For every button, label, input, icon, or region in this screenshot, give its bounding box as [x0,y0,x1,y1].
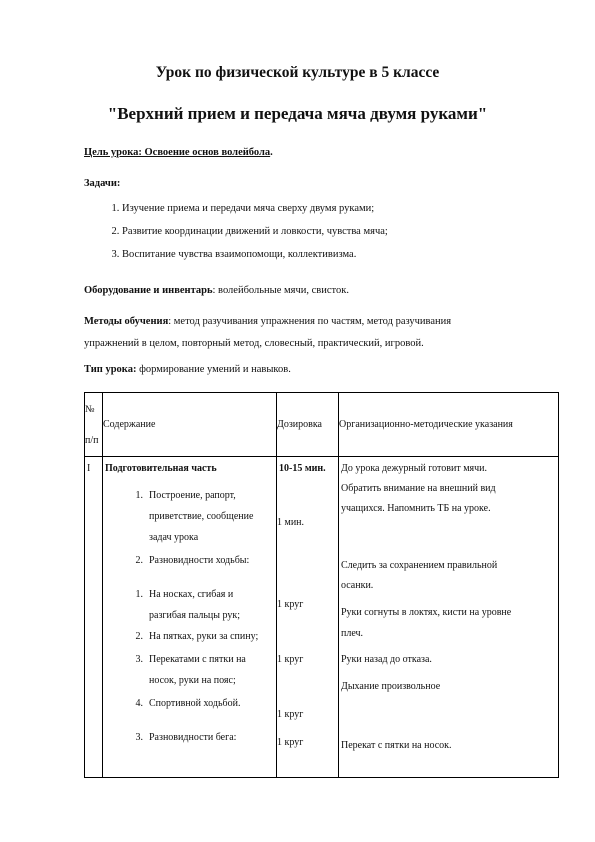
list-item [123,490,236,501]
note-text: Руки согнуты в локтях, кисти на уровне [341,607,512,618]
item-text: носок, руки на пояс; [149,675,236,686]
row-content-cell [103,457,277,778]
item-text: разгибая пальцы рук; [149,610,240,621]
note-text: Следить за сохранением правильной [341,560,498,571]
list-item: 3. Воспитание чувства взаимопомощи, коллективизма. [122,248,388,271]
header-num-a: № [85,403,95,415]
item-number: 1. [135,490,143,501]
note-text: Руки назад до отказа. [341,654,432,665]
lesson-goal-dot: . [270,147,273,158]
lesson-type-value: формирование умений и навыков. [136,364,291,375]
note-text: Перекат с пятки на носок. [341,740,452,751]
dose-value: 1 круг [277,599,304,610]
note-text: осанки. [341,580,374,591]
note-text: Дыхание произвольное [341,681,441,692]
list-item [123,555,249,566]
item-number: 3. [135,732,143,743]
section-title: Подготовительная часть [105,463,217,474]
item-text: Разновидности ходьбы: [149,555,250,566]
equipment-label: Оборудование и инвентарь [84,285,213,296]
row-num: I [87,463,91,474]
row-num-cell [85,457,103,778]
header-dose: Дозировка [277,393,339,457]
item-number: 2. [135,555,143,566]
list-item [123,654,246,665]
equipment-value: : волейбольные мячи, свисток. [212,285,349,296]
header-notes: Организационно-методические указания [339,393,559,457]
note-text: Обратить внимание на внешний вид [341,483,496,494]
note-text: До урока дежурный готовит мячи. [341,463,488,474]
item-text: задач урока [149,532,199,543]
methods-line-2: упражнений в целом, повторный метод, словесный, практический, игровой. [84,338,424,349]
dose-value: 1 круг [277,654,304,665]
methods-label: Методы обучения [84,316,169,327]
lesson-topic: "Верхний прием и передача мяча двумя руками" [107,104,488,123]
item-text: приветствие, сообщение [149,511,254,522]
list-item [123,698,240,709]
item-text: Разновидности бега: [149,732,237,743]
item-text: На пятках, руки за спину; [149,631,259,642]
header-content: Содержание [103,393,277,457]
lesson-plan-table [84,392,559,778]
note-text: плеч. [341,628,364,639]
item-number: 3. [135,654,143,665]
lesson-goal [84,147,273,158]
row-notes-cell [339,457,559,778]
dose-value: 1 круг [277,709,304,720]
item-text: На носках, сгибая и [149,589,234,600]
list-item [123,732,236,743]
lesson-goal-text: Цель урока: Освоение основ волейбола [84,147,271,158]
methods-line-1 [84,316,451,327]
note-text: учащихся. Напомнить ТБ на уроке. [341,503,491,514]
item-text: Построение, рапорт, [149,490,236,501]
header-num [85,393,103,457]
lesson-type-line [84,364,291,375]
item-text: Спортивной ходьбой. [149,698,241,709]
dose-value: 1 круг [277,737,304,748]
list-item: 2. Развитие координации движений и ловкости, чувства мяча; [122,225,388,248]
lesson-type-label: Тип урока: [84,364,137,375]
item-text: Перекатами с пятки на [149,654,246,665]
page-title: Урок по физической культуре в 5 классе [155,64,440,81]
methods-value: : метод разучивания упражнения по частям, метод разучивания [168,316,452,327]
item-number: 1. [135,589,143,600]
list-item [123,589,233,600]
list-item [123,631,258,642]
dose-value: 10-15 мин. [279,463,326,474]
equipment-line [84,285,349,296]
item-number: 4. [135,698,143,709]
table-header-row [85,393,559,457]
list-item: 1. Изучение приема и передачи мяча сверху двумя руками; [122,202,388,225]
tasks-list [104,202,388,271]
item-number: 2. [135,631,143,642]
row-dose-cell [277,457,339,778]
header-num-b: п/п [85,434,99,446]
table-row [85,457,559,778]
dose-value: 1 мин. [277,517,305,528]
tasks-heading: Задачи: [84,178,121,189]
